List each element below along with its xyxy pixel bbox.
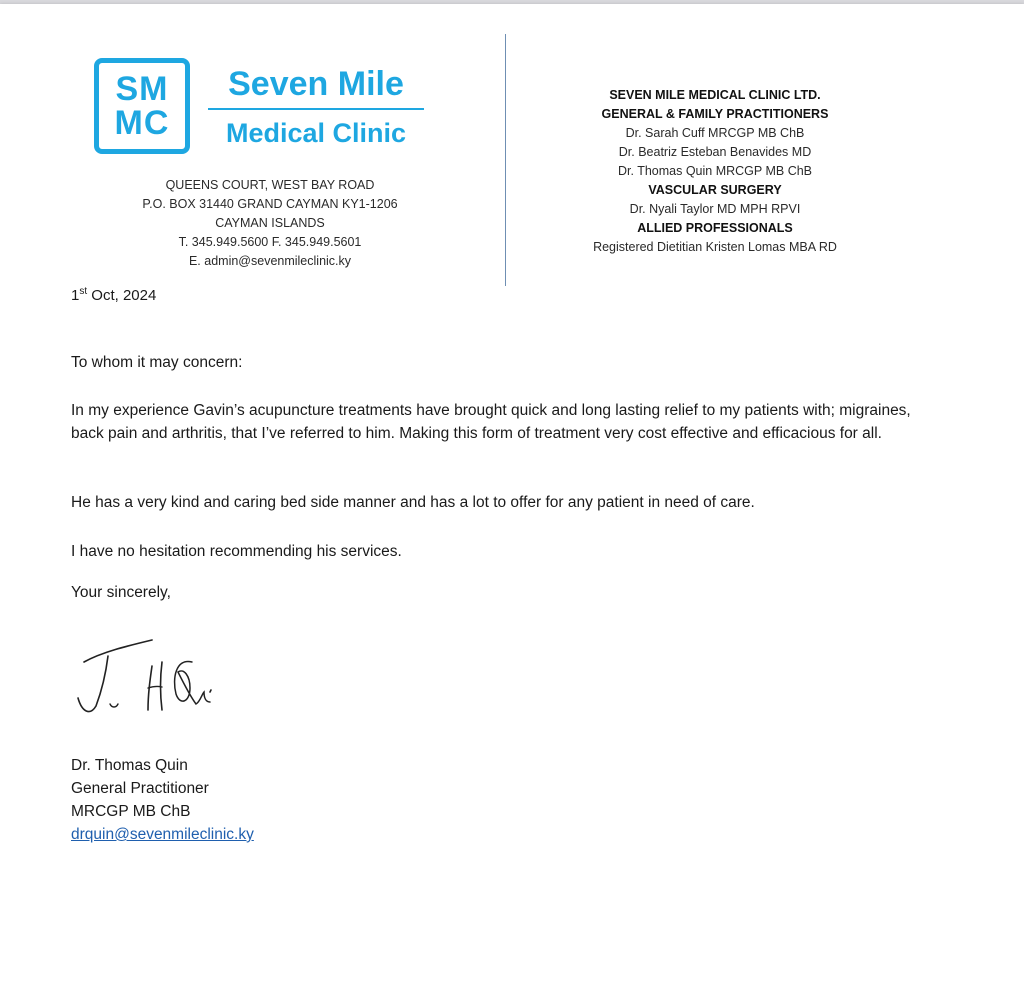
signer-credentials: MRCGP MB ChB [71, 803, 191, 820]
section-title-general: GENERAL & FAMILY PRACTITIONERS [601, 107, 829, 121]
address-line: CAYMAN ISLANDS [215, 216, 325, 230]
section-title-allied: ALLIED PROFESSIONALS [637, 221, 793, 235]
letter-greeting: To whom it may concern: [71, 354, 243, 371]
signer-name: Dr. Thomas Quin [71, 757, 188, 774]
logo-monogram-top: SM [115, 70, 169, 108]
practitioner-list [540, 86, 890, 257]
letter-date [71, 286, 156, 306]
address-phone-fax: T. 345.949.5600 F. 345.949.5601 [178, 235, 362, 249]
letter-closing: Your sincerely, [71, 584, 171, 601]
clinic-address [120, 176, 420, 271]
clinic-logo-monogram [94, 58, 190, 154]
letter-page [0, 4, 1024, 1008]
signer-title: General Practitioner [71, 780, 209, 797]
signer-email-link[interactable]: drquin@sevenmileclinic.ky [71, 826, 254, 843]
handwritten-signature [72, 632, 220, 728]
address-line: P.O. BOX 31440 GRAND CAYMAN KY1-1206 [142, 197, 398, 211]
letter-paragraph-1: In my experience Gavin’s acupuncture treatments have brought quick and long lasting relief to my patients with; migraines, back pain and arthritis, that I’ve referred to him. Making this form of treatment very cost effective and efficacious for all. [71, 402, 911, 442]
date-day: 1 [71, 287, 80, 304]
company-name: SEVEN MILE MEDICAL CLINIC LTD. [609, 88, 821, 102]
signer-block [71, 754, 254, 846]
date-rest: Oct, 2024 [87, 287, 157, 304]
logo-monogram-bottom: MC [114, 104, 170, 142]
logo-name-line2: Medical Clinic [225, 118, 407, 148]
address-line: QUEENS COURT, WEST BAY ROAD [165, 178, 375, 192]
letter-paragraph-2: He has a very kind and caring bed side manner and has a lot to offer for any patient in need of care. [71, 494, 755, 511]
letter-paragraph-3: I have no hesitation recommending his services. [71, 543, 402, 560]
practitioner-name: Dr. Nyali Taylor MD MPH RPVI [629, 202, 801, 216]
address-email: E. admin@sevenmileclinic.ky [188, 254, 352, 268]
practitioner-name: Dr. Thomas Quin MRCGP MB ChB [617, 164, 813, 178]
logo-name-line1: Seven Mile [208, 64, 424, 110]
section-title-vascular: VASCULAR SURGERY [648, 183, 782, 197]
clinic-logo-name [208, 64, 424, 150]
practitioner-name: Registered Dietitian Kristen Lomas MBA RD [593, 240, 837, 254]
date-suffix: st [79, 286, 88, 297]
letterhead-divider [505, 34, 506, 286]
practitioner-name: Dr. Sarah Cuff MRCGP MB ChB [625, 126, 805, 140]
practitioner-name: Dr. Beatriz Esteban Benavides MD [618, 145, 812, 159]
